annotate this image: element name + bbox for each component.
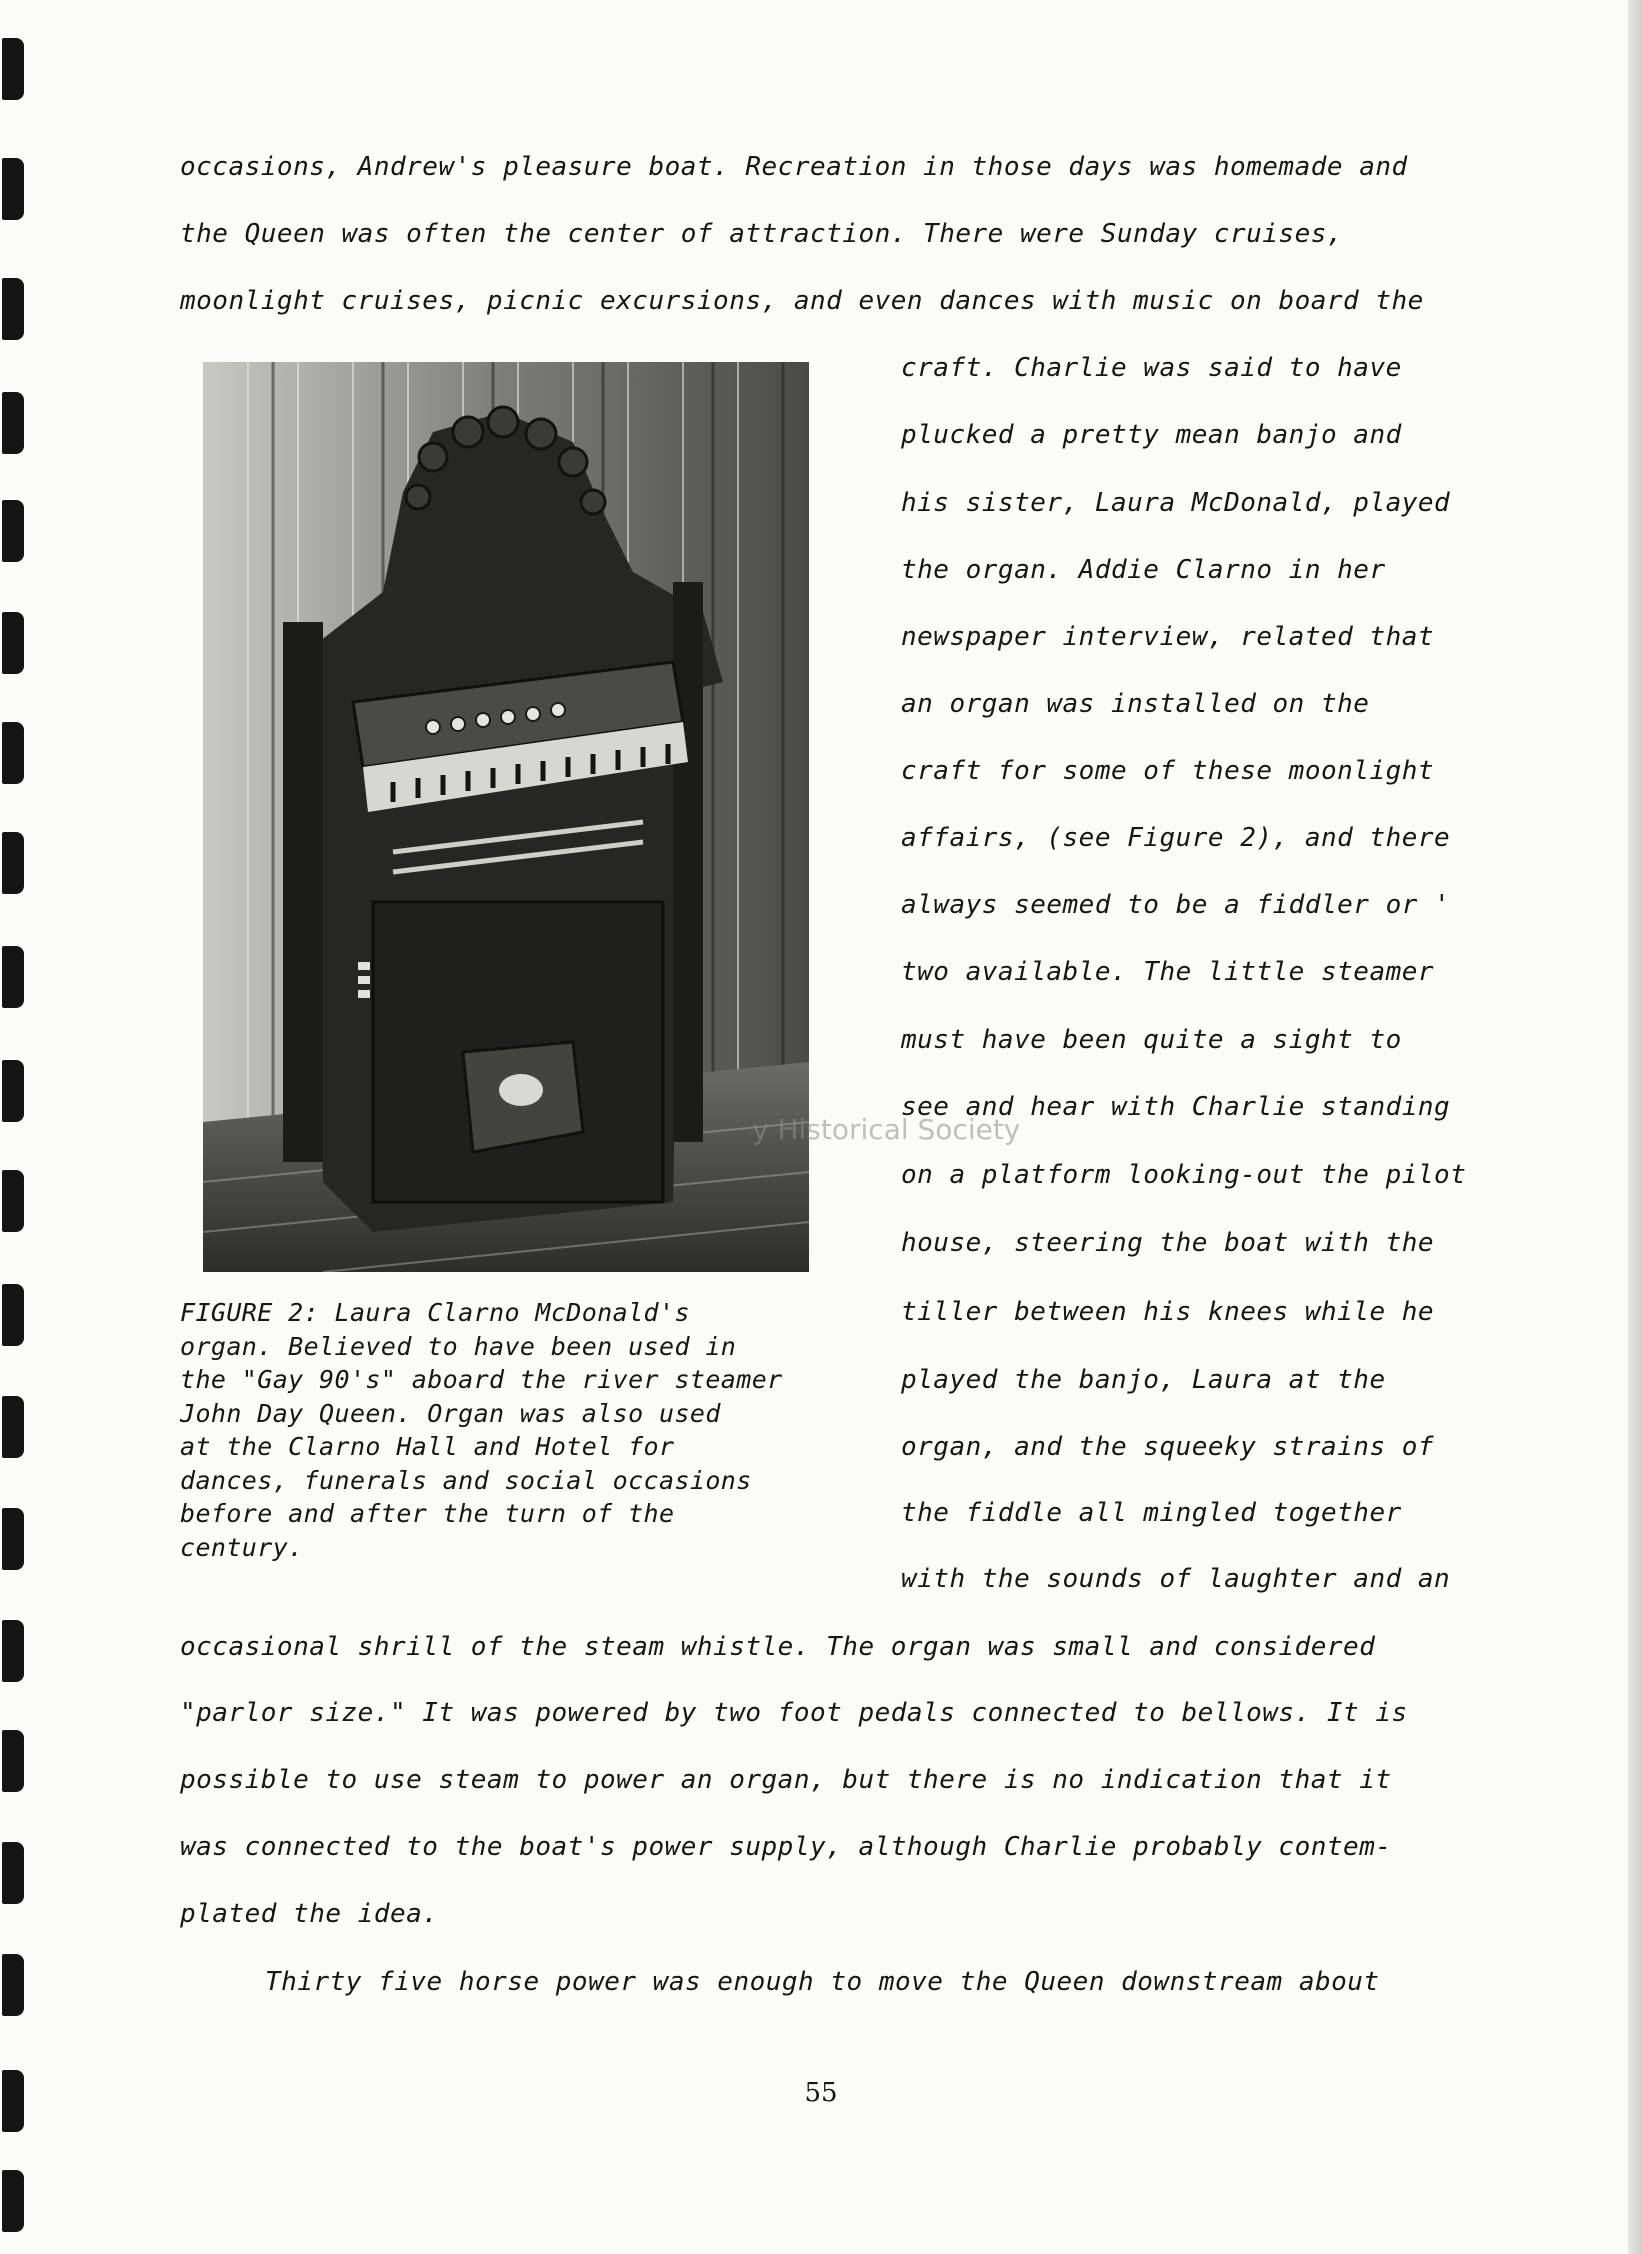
body-line: house, steering the boat with the (901, 1228, 1435, 1258)
binder-hole (2, 38, 24, 100)
body-line: craft. Charlie was said to have (901, 353, 1402, 383)
figure-caption (180, 1296, 840, 1564)
body-line: plucked a pretty mean banjo and (901, 420, 1402, 450)
caption-line: John Day Queen. Organ was also used (180, 1398, 721, 1428)
binder-hole (2, 1842, 24, 1904)
body-line: organ, and the squeeky strains of (901, 1432, 1435, 1462)
binder-hole (2, 612, 24, 674)
body-line: an organ was installed on the (901, 689, 1370, 719)
binder-hole (2, 722, 24, 784)
body-line: with the sounds of laughter and an (901, 1564, 1451, 1594)
binder-hole (2, 1060, 24, 1122)
binder-hole (2, 1396, 24, 1458)
body-line: was connected to the boat's power supply, although Charlie probably contem- (180, 1832, 1392, 1862)
body-line: occasional shrill of the steam whistle. The organ was small and considered (180, 1632, 1376, 1662)
binder-hole (2, 500, 24, 562)
binder-hole (2, 1284, 24, 1346)
body-line: two available. The little steamer (901, 957, 1435, 987)
caption-line: century. (180, 1532, 304, 1562)
page-edge (1628, 0, 1642, 2254)
body-line: newspaper interview, related that (901, 622, 1435, 652)
binder-hole (2, 1620, 24, 1682)
caption-line: the "Gay 90's" aboard the river steamer (180, 1365, 783, 1394)
body-line: see and hear with Charlie standing (901, 1092, 1451, 1122)
caption-line: FIGURE 2: Laura Clarno McDonald's (180, 1298, 690, 1327)
body-line: the fiddle all mingled together (901, 1498, 1402, 1528)
body-line: craft for some of these moonlight (901, 756, 1435, 786)
body-line: must have been quite a sight to (901, 1025, 1402, 1055)
page-number: 55 (804, 2078, 838, 2108)
caption-line: dances, funerals and social occasions (180, 1465, 752, 1495)
body-line: affairs, (see Figure 2), and there (901, 823, 1451, 853)
binder-hole (2, 158, 24, 220)
body-line: his sister, Laura McDonald, played (901, 488, 1451, 518)
binder-hole (2, 946, 24, 1008)
caption-line: before and after the turn of the (180, 1499, 675, 1528)
body-line: played the banjo, Laura at the (901, 1365, 1386, 1395)
binder-hole (2, 392, 24, 454)
body-line: the organ. Addie Clarno in her (901, 555, 1386, 585)
body-line: the Queen was often the center of attraction. There were Sunday cruises, (180, 219, 1344, 249)
body-line: possible to use steam to power an organ, but there is no indication that it (180, 1765, 1392, 1795)
organ-photo (203, 362, 809, 1272)
binder-hole (2, 1954, 24, 2016)
body-line: always seemed to be a fiddler or ' (901, 890, 1451, 920)
body-line: tiller between his knees while he (901, 1297, 1435, 1327)
caption-line: organ. Believed to have been used in (180, 1331, 737, 1361)
binder-hole (2, 1508, 24, 1570)
caption-line: at the Clarno Hall and Hotel for (180, 1432, 675, 1461)
body-line: "parlor size." It was powered by two foot pedals connected to bellows. It is (180, 1698, 1408, 1728)
binder-hole (2, 278, 24, 340)
body-line: moonlight cruises, picnic excursions, and even dances with music on board the (180, 286, 1424, 316)
body-line: on a platform looking-out the pilot (901, 1160, 1467, 1190)
binder-hole (2, 2170, 24, 2232)
binder-holes (0, 0, 32, 2254)
binder-hole (2, 1170, 24, 1232)
body-line: occasions, Andrew's pleasure boat. Recreation in those days was homemade and (180, 152, 1408, 182)
binder-hole (2, 1730, 24, 1792)
body-line: plated the idea. (180, 1899, 439, 1929)
watermark: y Historical Society (752, 1113, 1021, 1146)
binder-hole (2, 832, 24, 894)
body-line: Thirty five horse power was enough to move the Queen downstream about (265, 1967, 1380, 1997)
